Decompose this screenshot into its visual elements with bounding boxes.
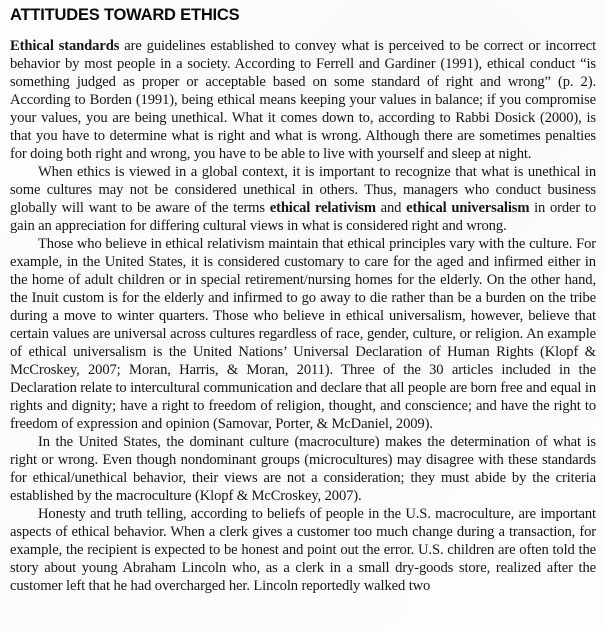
- paragraph-macroculture: [10, 433, 596, 505]
- section-heading: ATTITUDES TOWARD ETHICS: [10, 6, 240, 24]
- bold-term: Ethical standards: [10, 38, 120, 54]
- text-run: and: [375, 200, 407, 216]
- text-run: Honesty and truth telling, according to beliefs of people in the U.S. macroculture, are important aspects of ethical behavior. When a clerk gives a customer too much change during a transaction, for example, the recipient is expected to be honest and point out the error. U.S. children are often told the story about young Abraham Lincoln who, as a clerk in a small dry-goods store, realized after the customer left that he had overcharged her. Lincoln reportedly walked two: [10, 506, 596, 594]
- text-run: in order to gain an appreciation for differing cultural views in what is considered right and wrong.: [10, 200, 597, 234]
- article-body: [10, 37, 596, 595]
- text-run: In the United States, the dominant culture (macroculture) makes the determination of what is right or wrong. Even though nondominant groups (microcultures) may disagree with these standards for ethical/unethical behavior, their views are not a consideration; they must abide by the criteria established by the macroculture (Klopf & McCroskey, 2007).: [10, 434, 596, 504]
- paragraph-honesty: [10, 505, 596, 595]
- paragraph-global-context: [10, 163, 596, 235]
- paragraph-ethical-standards: [10, 37, 596, 163]
- text-run: When ethics is viewed in a global context, it is important to recognize that what is unethical in some cultures may not be considered unethical in others. Thus, managers who conduct business globally will want to be aware of the terms: [10, 164, 596, 216]
- paragraph-relativism-universalism: [10, 235, 596, 433]
- text-run: are guidelines established to convey what is perceived to be correct or incorrect behavior by most people in a society. According to Ferrell and Gardiner (1991), ethical conduct “is something judged as proper or acceptable based on some standard of right and wrong” (p. 2). According to Borden (1991), being ethical means keeping your values in balance; if you compromise your values, you are being unethical. What it comes down to, according to Rabbi Dosick (2000), is that you have to determine what is right and what is wrong. Although there are sometimes penalties for doing both right and wrong, you have to be able to live with yourself and sleep at night.: [10, 38, 597, 162]
- bold-term: ethical universalism: [406, 200, 530, 216]
- bold-term: ethical relativism: [269, 200, 376, 216]
- text-run: Those who believe in ethical relativism maintain that ethical principles vary with the culture. For example, in the United States, it is considered customary to care for the aged and infirmed either in the home of adult children or in special retirement/nursing homes for the elderly. On the other hand, the Inuit custom is for the elderly and infirmed to go away to die rather than be a burden on the tribe during a move to winter quarters. Those who believe in ethical universalism, however, believe that certain values are universal across cultures regardless of race, gender, culture, or religion. An example of ethical universalism is the United Nations’ Universal Declaration of Human Rights (Klopf & McCroskey, 2007; Moran, Harris, & Moran, 2011). Three of the 30 articles included in the Declaration relate to intercultural communication and declare that all people are born free and equal in rights and dignity; have a right to freedom of religion, thought, and conscience; and have the right to freedom of expression and opinion (Samovar, Porter, & McDaniel, 2009).: [10, 236, 596, 432]
